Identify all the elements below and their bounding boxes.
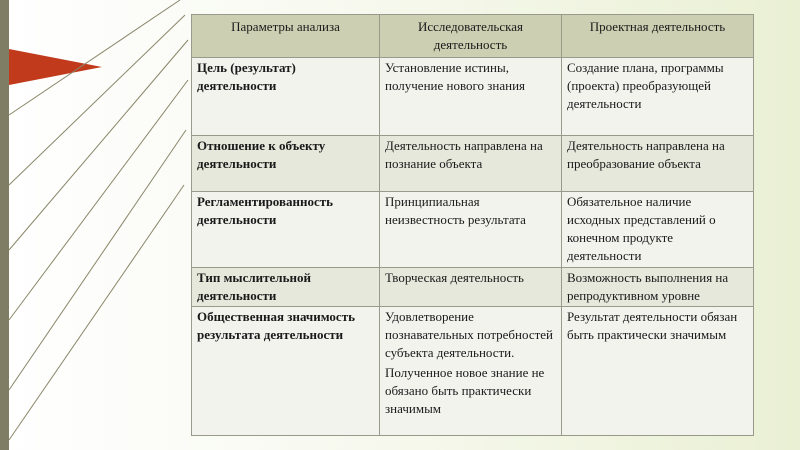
- red-triangle-decor: [9, 49, 102, 85]
- research-text: Удовлетворение познавательных потребностей субъекта деятельности.: [385, 309, 553, 360]
- param-cell: Тип мыслительной деятельности: [192, 268, 380, 307]
- comparison-table-container: [191, 14, 753, 436]
- research-cell: [380, 307, 562, 436]
- decorative-triangles: [0, 0, 190, 450]
- research-cell: Принципиальная неизвестность результата: [380, 192, 562, 268]
- research-cell: Творческая деятельность: [380, 268, 562, 307]
- param-cell: Регламентированность деятельности: [192, 192, 380, 268]
- header-research: Исследовательская деятельность: [380, 15, 562, 58]
- param-cell: Общественная значимость результата деятельности: [192, 307, 380, 436]
- project-cell: Деятельность направлена на преобразование объекта: [562, 136, 754, 192]
- table-row: [192, 307, 754, 436]
- research-cell: Установление истины, получение нового знания: [380, 58, 562, 136]
- project-cell: Возможность выполнения на репродуктивном уровне: [562, 268, 754, 307]
- table-row: [192, 136, 754, 192]
- project-cell: Создание плана, программы (проекта) преобразующей деятельности: [562, 58, 754, 136]
- comparison-table: [191, 14, 754, 436]
- research-cell: Деятельность направлена на познание объекта: [380, 136, 562, 192]
- table-row: [192, 268, 754, 307]
- table-header-row: [192, 15, 754, 58]
- project-cell: Результат деятельности обязан быть практически значимым: [562, 307, 754, 436]
- header-parameters: Параметры анализа: [192, 15, 380, 58]
- table-row: [192, 192, 754, 268]
- table-row: [192, 58, 754, 136]
- research-note: Полученное новое знание не обязано быть практически значимым: [385, 365, 545, 416]
- project-cell: Обязательное наличие исходных представлений о конечном продукте деятельности: [562, 192, 754, 268]
- header-project: Проектная деятельность: [562, 15, 754, 58]
- param-cell: Цель (результат) деятельности: [192, 58, 380, 136]
- param-cell: Отношение к объекту деятельности: [192, 136, 380, 192]
